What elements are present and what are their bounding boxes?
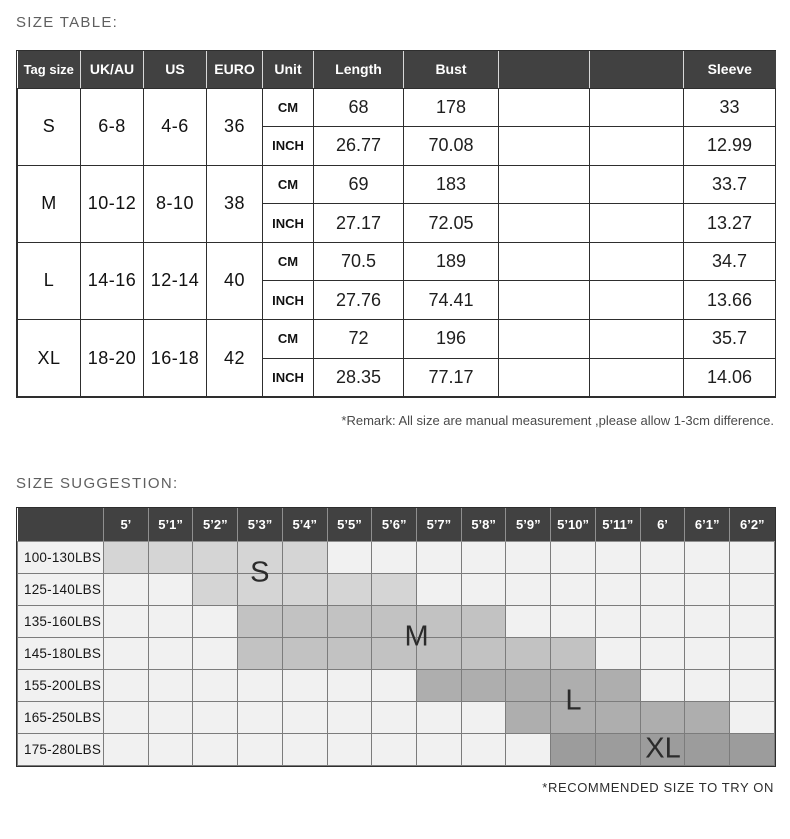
suggestion-cell [685,637,730,669]
suggestion-height-header: 5’11” [595,508,640,541]
suggestion-cell [193,637,238,669]
suggestion-cell [461,605,506,637]
size-table-unit-cell: CM [263,88,314,127]
size-table-row [18,242,776,281]
size-table-merged-cell: 6-8 [81,88,144,165]
size-table-value-cell [499,204,590,243]
size-table-value-cell: 28.35 [314,358,404,397]
suggestion-cell [551,605,596,637]
size-table-value-cell [499,242,590,281]
suggestion-cell [685,605,730,637]
size-table-value-cell: 14.06 [684,358,776,397]
size-table-value-cell [499,165,590,204]
suggestion-cell [282,701,327,733]
suggestion-cell [104,669,149,701]
suggestion-cell [640,669,685,701]
suggestion-cell [238,637,283,669]
suggestion-cell [193,733,238,765]
size-table-value-cell: 183 [404,165,499,204]
size-table-value-cell [590,165,684,204]
suggestion-cell [551,541,596,573]
suggestion-cell [193,541,238,573]
size-table-unit-cell: INCH [263,358,314,397]
suggestion-cell [595,733,640,765]
size-table-unit-cell: CM [263,320,314,359]
suggestion-weight-label: 155-200LBS [18,669,104,701]
suggestion-cell [104,637,149,669]
suggestion-cell [148,637,193,669]
suggestion-cell [238,541,283,573]
suggestion-cell [685,733,730,765]
suggestion-cell [104,605,149,637]
suggestion-cell [238,669,283,701]
suggestion-cell [506,669,551,701]
size-table-value-cell [590,127,684,166]
size-table-header-cell: Bust [404,51,499,88]
size-table-merged-cell: 8-10 [144,165,207,242]
suggestion-cell [461,733,506,765]
suggestion-cell [282,573,327,605]
suggestion-cell [417,733,462,765]
size-table-container [16,50,776,398]
suggestion-cell [193,701,238,733]
suggestion-cell [640,733,685,765]
size-table-value-cell: 34.7 [684,242,776,281]
suggestion-cell [327,573,372,605]
suggestion-cell [640,637,685,669]
size-table-value-cell: 70.5 [314,242,404,281]
size-table-value-cell: 27.17 [314,204,404,243]
suggestion-cell [595,637,640,669]
suggestion-cell [595,605,640,637]
size-table-value-cell [590,320,684,359]
suggestion-cell [730,669,775,701]
size-table-value-cell: 27.76 [314,281,404,320]
suggestion-cell [551,573,596,605]
suggestion-cell [730,541,775,573]
suggestion-cell [327,541,372,573]
suggestion-cell [640,541,685,573]
size-table-value-cell: 74.41 [404,281,499,320]
suggestion-height-header: 6’2” [730,508,775,541]
size-table-header-row [18,51,776,88]
size-table-merged-cell: 36 [207,88,263,165]
suggestion-cell [506,541,551,573]
size-table-header-cell: US [144,51,207,88]
size-table-row [18,88,776,127]
suggestion-weight-label: 175-280LBS [18,733,104,765]
suggestion-cell [506,733,551,765]
size-table-merged-cell: 14-16 [81,242,144,319]
suggestion-cell [193,573,238,605]
size-table-merged-cell: 42 [207,320,263,397]
suggestion-cell [685,541,730,573]
suggestion-cell [372,573,417,605]
size-marker-l: L [565,684,582,717]
suggestion-cell [238,701,283,733]
size-table-value-cell [499,127,590,166]
size-table-value-cell [499,358,590,397]
size-table-value-cell: 13.66 [684,281,776,320]
suggestion-height-header: 5’9” [506,508,551,541]
suggestion-cell [282,669,327,701]
suggestion-row [18,669,775,701]
suggestion-weight-label: 135-160LBS [18,605,104,637]
suggestion-height-header: 5’ [104,508,149,541]
size-table-merged-cell: 16-18 [144,320,207,397]
suggestion-cell [640,573,685,605]
suggestion-height-header: 5’10” [551,508,596,541]
suggestion-row [18,701,775,733]
suggestion-cell [238,573,283,605]
size-table-merged-cell: 40 [207,242,263,319]
suggestion-cell [685,669,730,701]
suggestion-cell [551,637,596,669]
suggestion-cell [104,733,149,765]
size-table-body [18,88,776,397]
suggestion-weight-label: 125-140LBS [18,573,104,605]
suggestion-cell [640,701,685,733]
suggestion-cell [730,701,775,733]
suggestion-height-header: 5’6” [372,508,417,541]
suggestion-cell [461,541,506,573]
suggestion-cell [685,573,730,605]
suggestion-cell [506,605,551,637]
suggestion-cell [372,637,417,669]
remark-note: *Remark: All size are manual measurement ,please allow 1-3cm difference. [341,413,774,429]
suggestion-cell [193,669,238,701]
suggestion-cell [730,573,775,605]
size-table-value-cell [590,204,684,243]
suggestion-cell [238,733,283,765]
page [0,14,790,839]
suggestion-height-header: 6’ [640,508,685,541]
size-table-title: SIZE TABLE: [16,14,119,31]
size-table [17,51,776,397]
suggestion-cell [372,541,417,573]
suggestion-cell [551,733,596,765]
suggestion-cell [730,605,775,637]
suggestion-cell [461,637,506,669]
size-table-header-cell: UK/AU [81,51,144,88]
suggestion-cell [282,733,327,765]
suggestion-cell [417,605,462,637]
suggestion-weight-label: 100-130LBS [18,541,104,573]
suggestion-height-header: 5’7” [417,508,462,541]
suggestion-height-header: 6’1” [685,508,730,541]
size-table-row [18,320,776,359]
suggestion-cell [417,637,462,669]
suggestion-height-header: 5’2” [193,508,238,541]
size-table-value-cell: 12.99 [684,127,776,166]
size-table-value-cell: 13.27 [684,204,776,243]
size-table-row [18,165,776,204]
size-table-unit-cell: CM [263,165,314,204]
suggestion-weight-label: 145-180LBS [18,637,104,669]
suggestion-cell [148,733,193,765]
size-table-value-cell: 196 [404,320,499,359]
recommended-footnote: *RECOMMENDED SIZE TO TRY ON [542,779,774,795]
suggestion-cell [148,701,193,733]
suggestion-corner-cell [18,508,104,541]
suggestion-cell [417,669,462,701]
suggestion-cell [104,573,149,605]
size-table-header-cell [499,51,590,88]
suggestion-height-header: 5’8” [461,508,506,541]
suggestion-cell [372,701,417,733]
size-table-header-cell: Length [314,51,404,88]
suggestion-cell [595,573,640,605]
suggestion-cell [104,701,149,733]
suggestion-cell [282,637,327,669]
suggestion-cell [372,733,417,765]
suggestion-cell [506,637,551,669]
suggestion-cell [595,541,640,573]
suggestion-cell [551,669,596,701]
size-table-value-cell [590,358,684,397]
size-table-value-cell: 189 [404,242,499,281]
suggestion-header-row [18,508,775,541]
size-table-value-cell: 70.08 [404,127,499,166]
suggestion-row [18,541,775,573]
size-table-value-cell: 72 [314,320,404,359]
suggestion-cell [148,605,193,637]
size-table-header-cell [590,51,684,88]
size-table-merged-cell: S [18,88,81,165]
size-table-header-cell: Sleeve [684,51,776,88]
suggestion-cell [327,669,372,701]
size-table-header-cell: EURO [207,51,263,88]
suggestion-cell [104,541,149,573]
size-table-value-cell: 33.7 [684,165,776,204]
suggestion-cell [417,541,462,573]
suggestion-cell [327,637,372,669]
size-table-header-cell: Unit [263,51,314,88]
suggestion-cell [730,733,775,765]
size-table-value-cell [590,88,684,127]
size-table-value-cell: 69 [314,165,404,204]
suggestion-cell [730,637,775,669]
suggestion-row [18,605,775,637]
size-table-value-cell: 68 [314,88,404,127]
suggestion-cell [595,701,640,733]
size-table-value-cell: 178 [404,88,499,127]
size-table-value-cell [590,242,684,281]
suggestion-cell [327,605,372,637]
size-table-value-cell: 26.77 [314,127,404,166]
suggestion-cell [327,733,372,765]
size-table-value-cell: 35.7 [684,320,776,359]
suggestion-cell [282,605,327,637]
size-table-value-cell [590,281,684,320]
suggestion-cell [461,573,506,605]
suggestion-cell [461,669,506,701]
size-table-value-cell [499,281,590,320]
suggestion-row [18,637,775,669]
suggestion-cell [372,669,417,701]
suggestion-cell [327,701,372,733]
suggestion-weight-label: 165-250LBS [18,701,104,733]
size-table-merged-cell: L [18,242,81,319]
suggestion-cell [595,669,640,701]
size-marker-m: M [404,620,429,653]
size-marker-xl: XL [645,732,681,765]
suggestion-cell [506,701,551,733]
suggestion-cell [148,669,193,701]
size-table-unit-cell: CM [263,242,314,281]
suggestion-row [18,733,775,765]
suggestion-cell [372,605,417,637]
suggestion-cell [417,573,462,605]
suggestion-body [18,541,775,765]
suggestion-cell [193,605,238,637]
size-table-merged-cell: M [18,165,81,242]
size-table-value-cell [499,88,590,127]
suggestion-row [18,573,775,605]
size-table-merged-cell: 12-14 [144,242,207,319]
suggestion-cell [461,701,506,733]
suggestion-cell [148,541,193,573]
size-table-merged-cell: 4-6 [144,88,207,165]
suggestion-height-header: 5’5” [327,508,372,541]
suggestion-cell [685,701,730,733]
size-table-merged-cell: 18-20 [81,320,144,397]
suggestion-cell [238,605,283,637]
size-suggestion-title: SIZE SUGGESTION: [16,475,179,493]
suggestion-height-header: 5’4” [282,508,327,541]
size-table-merged-cell: 38 [207,165,263,242]
size-table-value-cell [499,320,590,359]
size-table-unit-cell: INCH [263,127,314,166]
suggestion-cell [506,573,551,605]
suggestion-height-header: 5’1” [148,508,193,541]
suggestion-cell [640,605,685,637]
size-table-unit-cell: INCH [263,204,314,243]
suggestion-cell [551,701,596,733]
size-table-value-cell: 77.17 [404,358,499,397]
suggestion-table [17,508,775,766]
size-table-header-cell: Tag size [18,51,81,88]
suggestion-cell [417,701,462,733]
size-table-unit-cell: INCH [263,281,314,320]
size-marker-s: S [250,556,270,589]
suggestion-cell [282,541,327,573]
size-table-value-cell: 72.05 [404,204,499,243]
suggestion-cell [148,573,193,605]
size-table-value-cell: 33 [684,88,776,127]
suggestion-height-header: 5’3” [238,508,283,541]
size-table-merged-cell: 10-12 [81,165,144,242]
suggestion-table-wrap [16,507,776,767]
size-table-merged-cell: XL [18,320,81,397]
